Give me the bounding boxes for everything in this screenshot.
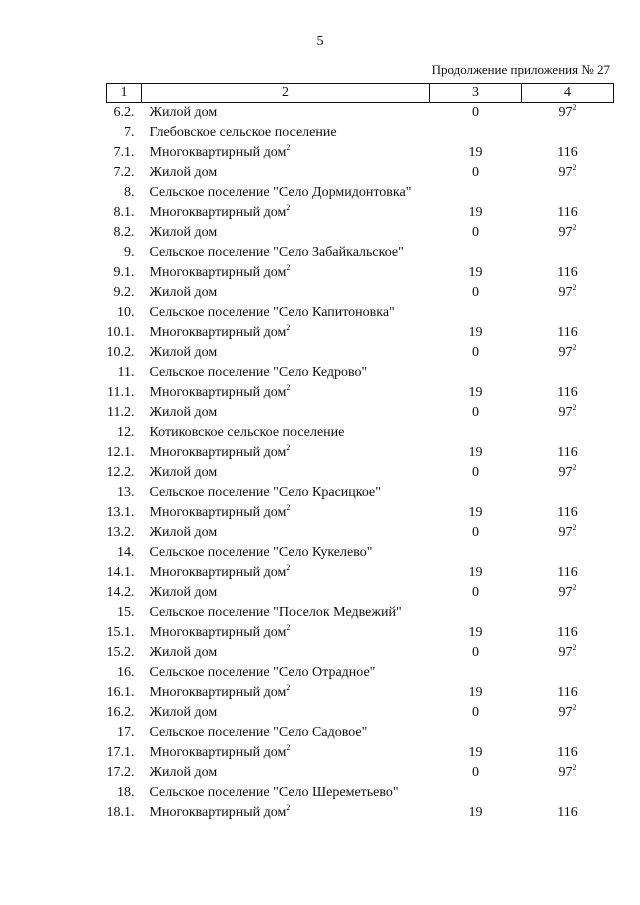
table-row <box>107 523 614 543</box>
value-col-4-cell <box>522 303 614 323</box>
row-name-cell <box>142 683 430 703</box>
footnote-mark: 2 <box>286 383 291 392</box>
row-number: 16. <box>117 665 135 680</box>
value-col-4-cell <box>522 683 614 703</box>
row-name-cell <box>142 543 430 563</box>
row-number: 7.2. <box>113 165 135 180</box>
value-col-3: 0 <box>472 585 479 600</box>
value-col-4-cell <box>522 383 614 403</box>
row-name: Многоквартирный дом <box>149 565 287 580</box>
row-name-cell <box>142 283 430 303</box>
value-col-4: 116 <box>557 745 578 760</box>
row-name-cell <box>142 123 430 143</box>
value-col-3 <box>430 663 522 683</box>
footnote-mark: 2 <box>572 223 577 232</box>
value-col-3: 0 <box>472 525 479 540</box>
value-col-3 <box>430 303 522 323</box>
footnote-mark: 2 <box>286 683 291 692</box>
row-name-cell <box>142 223 430 243</box>
row-name: Многоквартирный дом <box>149 145 287 160</box>
table-row <box>107 283 614 303</box>
footnote-mark: 2 <box>286 563 291 572</box>
footnote-mark: 2 <box>572 643 577 652</box>
value-col-4-cell <box>522 223 614 243</box>
row-name: Многоквартирный дом <box>149 625 287 640</box>
row-name-cell <box>142 563 430 583</box>
row-name: Жилой дом <box>149 165 218 180</box>
row-number: 15.2. <box>106 645 135 660</box>
row-name: Многоквартирный дом <box>149 205 287 220</box>
row-name-cell <box>142 803 430 823</box>
row-name-cell <box>142 743 430 763</box>
table-row <box>107 423 614 443</box>
row-number: 15.1. <box>106 625 135 640</box>
value-col-3: 0 <box>472 405 479 420</box>
value-col-3: 0 <box>472 705 479 720</box>
header-col-4: 4 <box>522 84 614 103</box>
row-number: 10.2. <box>106 345 135 360</box>
value-col-3: 0 <box>472 645 479 660</box>
row-number: 6.2. <box>113 105 135 120</box>
table-row <box>107 723 614 743</box>
header-col-3: 3 <box>430 84 522 103</box>
value-col-4-cell <box>522 743 614 763</box>
value-col-4-cell <box>522 103 614 124</box>
row-name: Сельское поселение "Поселок Медвежий" <box>149 605 402 620</box>
table-row <box>107 483 614 503</box>
header-row <box>107 84 614 103</box>
value-col-4-cell <box>522 503 614 523</box>
row-number: 11. <box>117 365 135 380</box>
value-col-3: 0 <box>472 285 479 300</box>
value-col-3: 19 <box>468 265 483 280</box>
row-number: 18.1. <box>106 805 135 820</box>
value-col-4-cell <box>522 163 614 183</box>
row-number: 11.1. <box>107 385 135 400</box>
value-col-4: 97 <box>558 465 573 480</box>
value-col-4-cell <box>522 723 614 743</box>
row-name: Жилой дом <box>149 105 218 120</box>
value-col-4-cell <box>522 703 614 723</box>
row-number: 9. <box>124 245 135 260</box>
value-col-3: 19 <box>468 805 483 820</box>
row-name: Жилой дом <box>149 585 218 600</box>
footnote-mark: 2 <box>572 343 577 352</box>
row-name: Жилой дом <box>149 285 218 300</box>
row-number: 10. <box>117 305 135 320</box>
value-col-4-cell <box>522 443 614 463</box>
row-name-cell <box>142 263 430 283</box>
row-name-cell <box>142 703 430 723</box>
row-name: Сельское поселение "Село Дормидонтовка" <box>149 185 412 200</box>
row-name-cell <box>142 143 430 163</box>
footnote-mark: 2 <box>572 583 577 592</box>
row-number: 18. <box>117 785 135 800</box>
value-col-3: 19 <box>468 385 483 400</box>
footnote-mark: 2 <box>286 143 291 152</box>
value-col-3: 0 <box>472 225 479 240</box>
row-number: 17. <box>117 725 135 740</box>
value-col-4-cell <box>522 343 614 363</box>
value-col-4-cell <box>522 183 614 203</box>
row-number: 12. <box>117 425 135 440</box>
value-col-4: 116 <box>557 205 578 220</box>
value-col-4-cell <box>522 623 614 643</box>
value-col-4: 97 <box>558 105 573 120</box>
value-col-4-cell <box>522 543 614 563</box>
table-row <box>107 183 614 203</box>
table-header <box>107 84 614 103</box>
value-col-4: 97 <box>558 705 573 720</box>
row-number: 17.1. <box>106 745 135 760</box>
row-number: 8. <box>124 185 135 200</box>
row-name: Жилой дом <box>149 765 218 780</box>
table-row <box>107 563 614 583</box>
value-col-3 <box>430 423 522 443</box>
footnote-mark: 2 <box>286 443 291 452</box>
value-col-4: 97 <box>558 165 573 180</box>
row-name-cell <box>142 623 430 643</box>
row-name-cell <box>142 603 430 623</box>
value-col-3: 0 <box>472 105 479 120</box>
row-number: 8.1. <box>113 205 135 220</box>
row-name-cell <box>142 343 430 363</box>
table-row <box>107 743 614 763</box>
row-name-cell <box>142 483 430 503</box>
row-name: Сельское поселение "Село Кедрово" <box>149 365 368 380</box>
footnote-mark: 2 <box>572 283 577 292</box>
value-col-4: 97 <box>558 405 573 420</box>
footnote-mark: 2 <box>286 503 291 512</box>
row-number: 7.1. <box>113 145 135 160</box>
table-body <box>107 103 614 824</box>
value-col-4-cell <box>522 483 614 503</box>
value-col-4: 116 <box>557 145 578 160</box>
row-name-cell <box>142 523 430 543</box>
row-name-cell <box>142 443 430 463</box>
row-name: Сельское поселение "Село Отрадное" <box>149 665 376 680</box>
row-name-cell <box>142 383 430 403</box>
value-col-4-cell <box>522 323 614 343</box>
value-col-4: 97 <box>558 645 573 660</box>
table-row <box>107 543 614 563</box>
row-number: 10.1. <box>106 325 135 340</box>
table-row <box>107 683 614 703</box>
table-row <box>107 663 614 683</box>
row-number: 17.2. <box>106 765 135 780</box>
row-number: 13.2. <box>106 525 135 540</box>
row-name-cell <box>142 183 430 203</box>
value-col-4: 116 <box>557 505 578 520</box>
value-col-4: 97 <box>558 345 573 360</box>
footnote-mark: 2 <box>572 703 577 712</box>
table-row <box>107 703 614 723</box>
value-col-4-cell <box>522 583 614 603</box>
table-row <box>107 363 614 383</box>
row-name: Многоквартирный дом <box>149 805 287 820</box>
value-col-4: 97 <box>558 765 573 780</box>
row-name: Сельское поселение "Село Садовое" <box>149 725 368 740</box>
table-row <box>107 263 614 283</box>
row-name: Многоквартирный дом <box>149 325 287 340</box>
row-name-cell <box>142 783 430 803</box>
footnote-mark: 2 <box>572 403 577 412</box>
row-name: Жилой дом <box>149 525 218 540</box>
value-col-3: 19 <box>468 505 483 520</box>
value-col-4: 97 <box>558 285 573 300</box>
table-row <box>107 763 614 783</box>
footnote-mark: 2 <box>572 463 577 472</box>
row-number: 13. <box>117 485 135 500</box>
value-col-3: 0 <box>472 465 479 480</box>
value-col-3 <box>430 723 522 743</box>
table-row <box>107 343 614 363</box>
footnote-mark: 2 <box>286 743 291 752</box>
table-row <box>107 443 614 463</box>
row-name-cell <box>142 463 430 483</box>
value-col-3 <box>430 123 522 143</box>
value-col-4-cell <box>522 563 614 583</box>
value-col-4-cell <box>522 423 614 443</box>
value-col-3: 0 <box>472 765 479 780</box>
value-col-4: 116 <box>557 805 578 820</box>
row-name: Многоквартирный дом <box>149 685 287 700</box>
value-col-3: 0 <box>472 345 479 360</box>
row-name: Жилой дом <box>149 465 218 480</box>
value-col-3 <box>430 183 522 203</box>
value-col-3: 19 <box>468 565 483 580</box>
footnote-mark: 2 <box>286 263 291 272</box>
footnote-mark: 2 <box>286 803 291 812</box>
tariff-table <box>106 83 614 823</box>
value-col-4-cell <box>522 663 614 683</box>
table-row <box>107 243 614 263</box>
row-name: Жилой дом <box>149 225 218 240</box>
value-col-4-cell <box>522 643 614 663</box>
row-name-cell <box>142 303 430 323</box>
table-row <box>107 583 614 603</box>
row-name: Жилой дом <box>149 645 218 660</box>
row-number: 12.2. <box>106 465 135 480</box>
row-name-cell <box>142 583 430 603</box>
value-col-4-cell <box>522 243 614 263</box>
value-col-4-cell <box>522 523 614 543</box>
value-col-3: 19 <box>468 685 483 700</box>
row-name: Многоквартирный дом <box>149 445 287 460</box>
row-name: Сельское поселение "Село Забайкальское" <box>149 245 404 260</box>
row-number: 15. <box>117 605 135 620</box>
row-name: Сельское поселение "Село Красицкое" <box>149 485 381 500</box>
row-name-cell <box>142 723 430 743</box>
table-row <box>107 503 614 523</box>
table-row <box>107 643 614 663</box>
footnote-mark: 2 <box>286 203 291 212</box>
value-col-3: 19 <box>468 205 483 220</box>
row-number: 14.1. <box>106 565 135 580</box>
row-name: Многоквартирный дом <box>149 265 287 280</box>
row-name-cell <box>142 243 430 263</box>
value-col-3: 19 <box>468 145 483 160</box>
table-row <box>107 143 614 163</box>
table-row <box>107 163 614 183</box>
value-col-3 <box>430 483 522 503</box>
value-col-3: 0 <box>472 165 479 180</box>
footnote-mark: 2 <box>286 623 291 632</box>
value-col-4-cell <box>522 123 614 143</box>
table-row <box>107 603 614 623</box>
value-col-4-cell <box>522 403 614 423</box>
value-col-4-cell <box>522 203 614 223</box>
table-row <box>107 783 614 803</box>
row-name-cell <box>142 763 430 783</box>
row-number: 14.2. <box>106 585 135 600</box>
footnote-mark: 2 <box>572 163 577 172</box>
table-row <box>107 383 614 403</box>
value-col-3: 19 <box>468 325 483 340</box>
value-col-4: 116 <box>557 565 578 580</box>
value-col-4: 97 <box>558 225 573 240</box>
value-col-3: 19 <box>468 625 483 640</box>
value-col-3 <box>430 783 522 803</box>
value-col-4: 97 <box>558 525 573 540</box>
value-col-4-cell <box>522 763 614 783</box>
row-number: 14. <box>117 545 135 560</box>
value-col-3 <box>430 543 522 563</box>
row-name-cell <box>142 163 430 183</box>
row-number: 8.2. <box>113 225 135 240</box>
row-name-cell <box>142 403 430 423</box>
value-col-4-cell <box>522 143 614 163</box>
row-name: Сельское поселение "Село Шереметьево" <box>149 785 399 800</box>
value-col-4-cell <box>522 363 614 383</box>
value-col-4: 116 <box>557 325 578 340</box>
value-col-4: 97 <box>558 585 573 600</box>
value-col-4-cell <box>522 463 614 483</box>
value-col-4-cell <box>522 783 614 803</box>
row-number: 16.2. <box>106 705 135 720</box>
row-number: 9.2. <box>113 285 135 300</box>
header-col-2: 2 <box>142 84 430 103</box>
row-name: Глебовское сельское поселение <box>149 125 337 140</box>
row-number: 12.1. <box>106 445 135 460</box>
value-col-4: 116 <box>557 385 578 400</box>
page-number: 5 <box>316 34 324 49</box>
footnote-mark: 2 <box>286 323 291 332</box>
row-name: Многоквартирный дом <box>149 745 287 760</box>
table-row <box>107 303 614 323</box>
row-name: Жилой дом <box>149 405 218 420</box>
table-row <box>107 803 614 823</box>
value-col-4-cell <box>522 283 614 303</box>
row-name-cell <box>142 103 430 124</box>
footnote-mark: 2 <box>572 103 577 112</box>
value-col-3 <box>430 363 522 383</box>
table-row <box>107 103 614 124</box>
row-name-cell <box>142 663 430 683</box>
value-col-4: 116 <box>557 265 578 280</box>
row-name: Котиковское сельское поселение <box>149 425 345 440</box>
continuation-note: Продолжение приложения № 27 <box>431 62 610 77</box>
table-row <box>107 223 614 243</box>
header-col-1: 1 <box>107 84 142 103</box>
table-row <box>107 203 614 223</box>
row-name-cell <box>142 643 430 663</box>
value-col-3 <box>430 603 522 623</box>
table-row <box>107 403 614 423</box>
row-name: Сельское поселение "Село Кукелево" <box>149 545 373 560</box>
row-name: Сельское поселение "Село Капитоновка" <box>149 305 395 320</box>
row-number: 13.1. <box>106 505 135 520</box>
row-name-cell <box>142 323 430 343</box>
row-name-cell <box>142 203 430 223</box>
row-name-cell <box>142 503 430 523</box>
row-name-cell <box>142 363 430 383</box>
value-col-4-cell <box>522 803 614 823</box>
table-row <box>107 123 614 143</box>
value-col-4: 116 <box>557 625 578 640</box>
row-number: 16.1. <box>106 685 135 700</box>
value-col-3: 19 <box>468 445 483 460</box>
row-name: Жилой дом <box>149 345 218 360</box>
table-row <box>107 463 614 483</box>
row-name: Многоквартирный дом <box>149 505 287 520</box>
value-col-4-cell <box>522 263 614 283</box>
value-col-3: 19 <box>468 745 483 760</box>
value-col-4: 116 <box>557 445 578 460</box>
row-name: Многоквартирный дом <box>149 385 287 400</box>
value-col-4-cell <box>522 603 614 623</box>
footnote-mark: 2 <box>572 523 577 532</box>
row-name-cell <box>142 423 430 443</box>
table-row <box>107 623 614 643</box>
row-name: Жилой дом <box>149 705 218 720</box>
value-col-3 <box>430 243 522 263</box>
row-number: 11.2. <box>107 405 135 420</box>
footnote-mark: 2 <box>572 763 577 772</box>
table-row <box>107 323 614 343</box>
row-number: 7. <box>124 125 135 140</box>
value-col-4: 116 <box>557 685 578 700</box>
row-number: 9.1. <box>113 265 135 280</box>
